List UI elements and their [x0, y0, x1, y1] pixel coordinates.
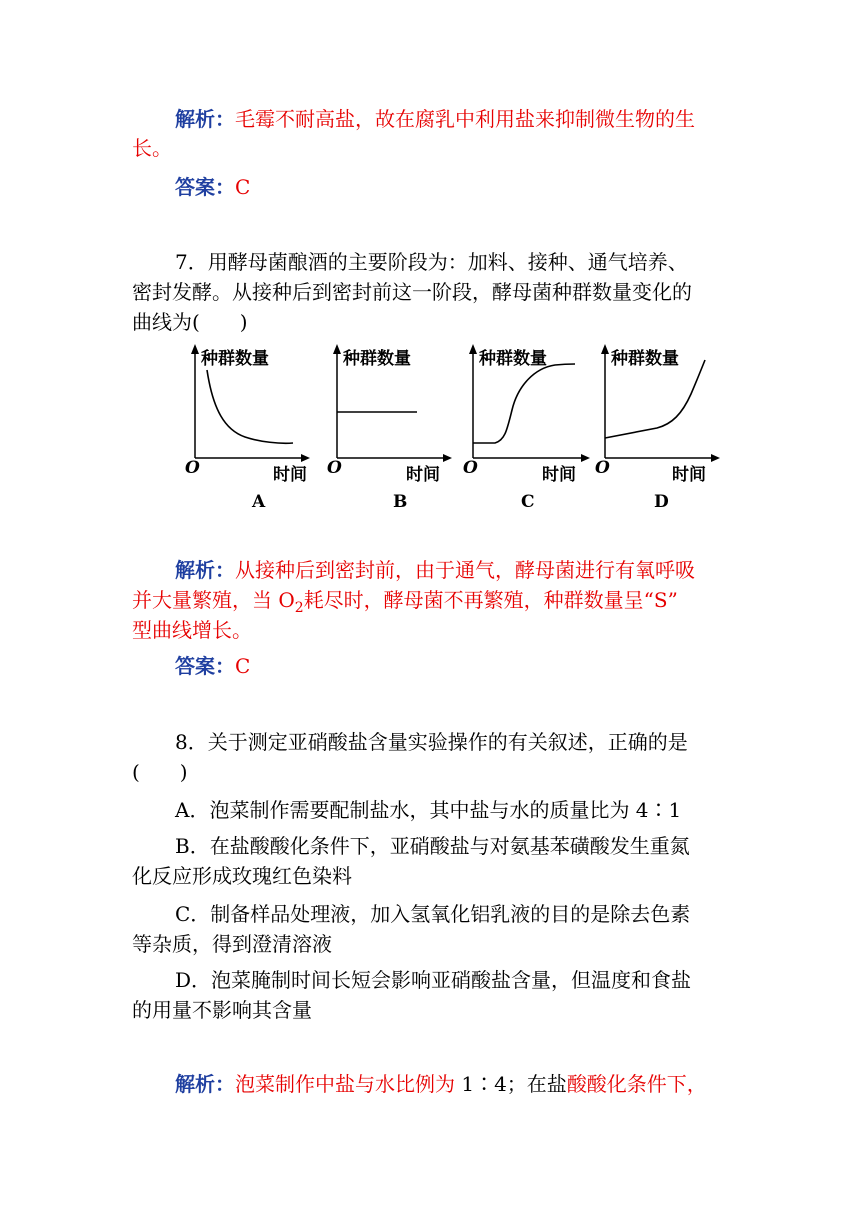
- chart-c-letter: C: [521, 492, 535, 512]
- q8-option-c-line-1: C．制备样品处理液，加入氢氧化铝乳液的目的是除去色素: [175, 902, 691, 926]
- analysis-text: 并大量繁殖，当 O: [132, 588, 295, 612]
- q8-option-a: A．泡菜制作需要配制盐水，其中盐与水的质量比为 4∶1: [175, 798, 682, 822]
- chart-b-ylabel: 种群数量: [343, 349, 411, 369]
- q7-stem-line-2: 密封发酵。从接种后到密封前这一阶段，酵母菌种群数量变化的: [132, 280, 692, 304]
- q7-answer: [175, 652, 250, 680]
- chart-b-letter: B: [393, 492, 408, 512]
- q8-option-d-line-2: 的用量不影响其含量: [132, 998, 312, 1022]
- analysis-ratio: 1∶4；在盐: [455, 1072, 567, 1096]
- q6-answer: [175, 173, 250, 201]
- chart-d-ylabel: 种群数量: [611, 349, 679, 369]
- q8-option-b-line-1: B．在盐酸酸化条件下，亚硝酸盐与对氨基苯磺酸发生重氮: [175, 834, 690, 858]
- chart-d-letter: D: [654, 492, 669, 512]
- q8-stem-line-1: 8．关于测定亚硝酸盐含量实验操作的有关叙述，正确的是: [175, 730, 688, 754]
- chart-c-curve: [473, 364, 575, 443]
- analysis-label: 解析：: [175, 558, 235, 582]
- analysis-label: 解析：: [175, 107, 235, 131]
- q7-chart-figure: [175, 340, 735, 520]
- chart-c-origin: O: [463, 458, 478, 478]
- q8-option-b-line-2: 化反应形成玫瑰红色染料: [132, 864, 352, 888]
- chart-d-curve: [605, 360, 705, 438]
- answer-value: C: [235, 175, 251, 199]
- chart-b-origin: O: [327, 458, 342, 478]
- chart-a-xlabel: 时间: [273, 465, 307, 485]
- answer-value: C: [235, 654, 251, 678]
- answer-label: 答案：: [175, 175, 235, 199]
- analysis-text: 酸酸化条件下，: [566, 1072, 707, 1096]
- chart-d-origin: O: [595, 458, 610, 478]
- chart-a-curve: [207, 370, 293, 443]
- chart-d-xlabel: 时间: [672, 465, 706, 485]
- analysis-text: 型曲线增长。: [132, 618, 252, 642]
- chart-a-letter: A: [252, 492, 266, 512]
- q7-stem-line-1: 7．用酵母菌酿酒的主要阶段为：加料、接种、通气培养、: [175, 250, 688, 274]
- analysis-text: 毛霉不耐高盐，故在腐乳中利用盐来抑制微生物的生: [235, 107, 695, 131]
- q6-analysis-line: [175, 105, 695, 133]
- chart-a-origin: O: [185, 458, 200, 478]
- chart-c: [455, 340, 590, 520]
- chart-b-xlabel: 时间: [406, 465, 440, 485]
- q6-analysis-line-2: [132, 134, 172, 162]
- answer-label: 答案：: [175, 654, 235, 678]
- chart-c-ylabel: 种群数量: [479, 349, 547, 369]
- analysis-text: 耗尽时，酵母菌不再繁殖，种群数量呈“S”: [303, 588, 678, 612]
- q8-option-c-line-2: 等杂质，得到澄清溶液: [132, 932, 332, 956]
- chart-d: [587, 340, 722, 520]
- q7-stem-line-3: 曲线为( ): [132, 310, 248, 334]
- analysis-label: 解析：: [175, 1072, 235, 1096]
- analysis-text: 泡菜制作中盐与水比例为: [235, 1072, 455, 1096]
- q7-analysis-line-1: [175, 556, 695, 584]
- analysis-text: 长。: [132, 136, 172, 160]
- chart-c-xlabel: 时间: [542, 465, 576, 485]
- q8-option-d-line-1: D．泡菜腌制时间长短会影响亚硝酸盐含量，但温度和食盐: [175, 968, 692, 992]
- q8-analysis-line-1: [175, 1070, 707, 1098]
- q7-analysis-line-3: [132, 616, 252, 644]
- subscript-2: 2: [294, 600, 304, 616]
- q8-stem-line-2: ( ): [132, 760, 188, 784]
- chart-a-ylabel: 种群数量: [201, 349, 269, 369]
- analysis-text: 从接种后到密封前，由于通气，酵母菌进行有氧呼吸: [235, 558, 695, 582]
- chart-a: [175, 340, 310, 520]
- chart-b: [317, 340, 452, 520]
